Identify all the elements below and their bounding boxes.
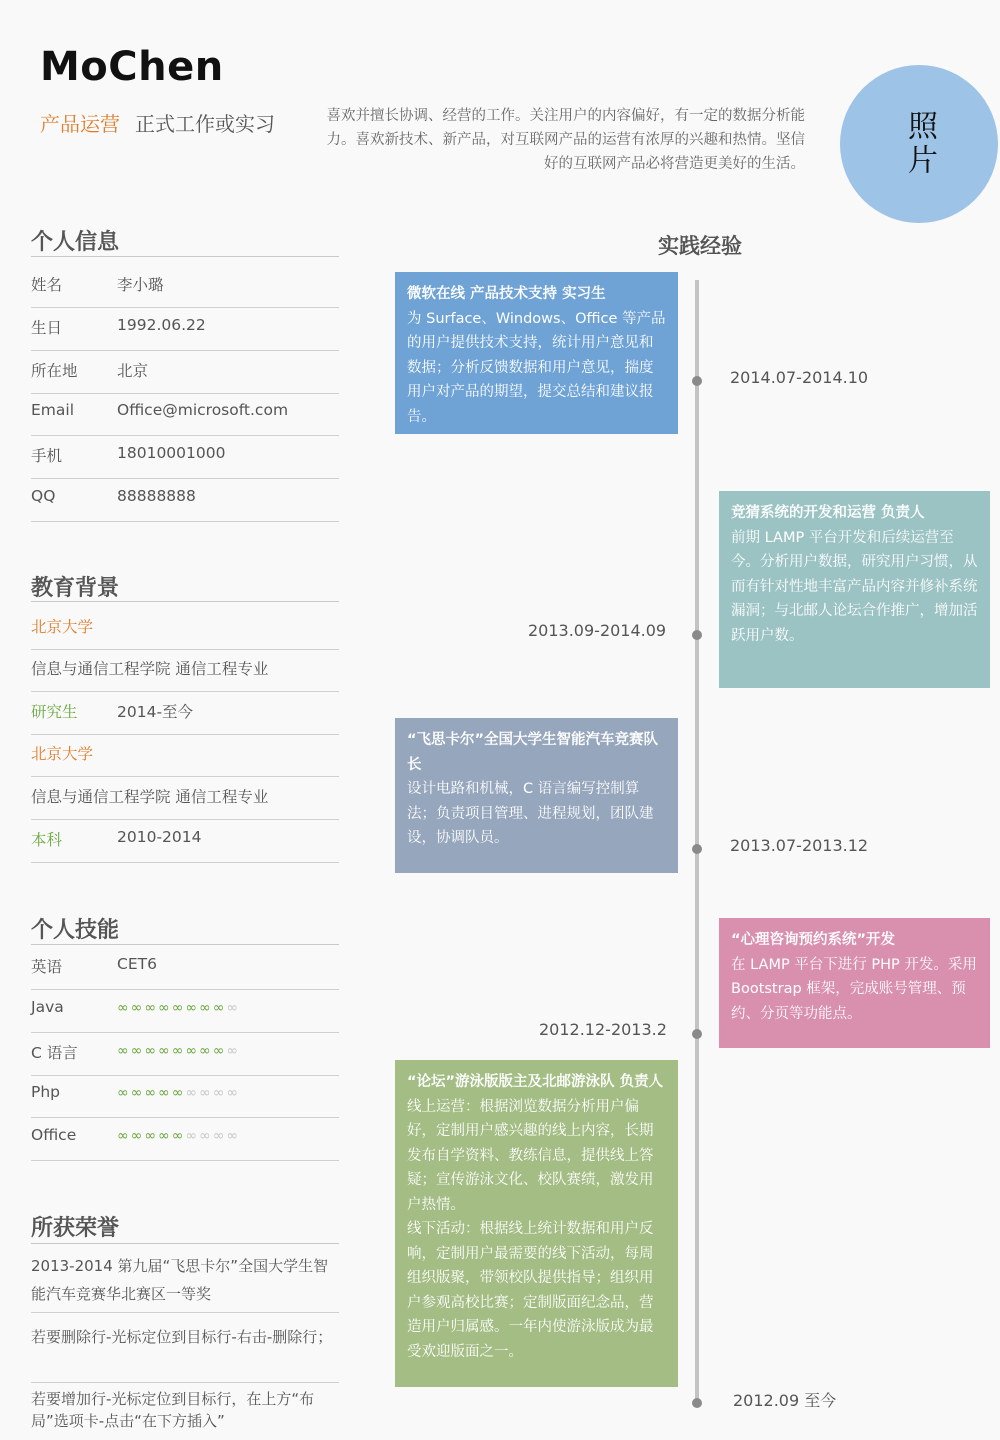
info-row — [31, 436, 339, 479]
experience-card — [719, 491, 990, 688]
rating-icon: ∞ — [212, 1043, 227, 1059]
info-value: 18010001000 — [117, 444, 226, 462]
honor-item: 2013-2014 第九届“飞思卡尔”全国大学生智能汽车竞赛华北赛区一等奖 — [31, 1257, 329, 1303]
experience-title: “飞思卡尔”全国大学生智能汽车竞赛队长 — [407, 732, 659, 773]
experience-title: “心理咨询预约系统”开发 — [731, 932, 896, 948]
rating-icon: ∞ — [171, 1000, 186, 1016]
rating-icon: ∞ — [158, 1043, 172, 1059]
skill-row — [31, 1033, 339, 1076]
info-row — [31, 393, 339, 436]
rating-icon: ∞ — [117, 1085, 131, 1101]
rating-icon: ∞ — [226, 1043, 241, 1059]
honor-divider — [31, 1312, 339, 1313]
info-row — [31, 265, 339, 308]
experience-desc: 在 LAMP 平台下进行 PHP 开发。采用 Bootstrap 框架，完成账号管理、预约、分页等功能点。 — [731, 956, 977, 1022]
education-title: 教育背景 — [31, 576, 120, 601]
section-divider — [31, 1243, 339, 1244]
info-row — [31, 351, 339, 394]
section-divider — [31, 944, 339, 945]
rating-icon: ∞ — [158, 1085, 172, 1101]
experience-card — [395, 1060, 678, 1387]
skill-rating — [117, 1085, 240, 1101]
education-row — [31, 649, 339, 692]
honors-title: 所获荣誉 — [31, 1216, 120, 1241]
info-label: 姓名 — [31, 276, 63, 294]
education-row — [31, 777, 339, 820]
rating-icon: ∞ — [144, 1085, 159, 1101]
section-divider — [31, 256, 339, 257]
rating-icon: ∞ — [130, 1085, 145, 1101]
rating-icon: ∞ — [199, 1085, 213, 1101]
experience-desc: 前期 LAMP 平台开发和后续运营至今。分析用户数据，研究用户习惯，从而有针对性地丰富产品内容并修补系统漏洞；与北邮人论坛合作推广，增加活跃用户数。 — [731, 529, 978, 644]
experience-date: 2013.09-2014.09 — [528, 621, 667, 640]
rating-icon: ∞ — [212, 1000, 227, 1016]
rating-icon: ∞ — [130, 1128, 145, 1144]
education-value: 2010-2014 — [117, 828, 202, 846]
rating-icon: ∞ — [144, 1128, 159, 1144]
job-type: 正式工作或实习 — [135, 112, 275, 136]
timeline-dot — [692, 1029, 702, 1039]
skill-name: Java — [31, 998, 64, 1016]
education-label: 北京大学 — [31, 745, 94, 763]
honor-item: 若要增加行-光标定位到目标行，在上方“布局”选项卡-点击“在下方插入” — [31, 1390, 315, 1430]
timeline-dot — [692, 1398, 702, 1408]
education-label: 信息与通信工程学院 通信工程专业 — [31, 660, 269, 678]
skill-name: C 语言 — [31, 1044, 78, 1062]
experience-card — [719, 918, 990, 1048]
experience-date: 2013.07-2013.12 — [730, 836, 869, 855]
education-label: 研究生 — [31, 703, 78, 721]
experience-date: 2012.09 至今 — [733, 1391, 837, 1410]
photo-placeholder: 照片 — [840, 65, 998, 223]
info-row — [31, 479, 339, 522]
timeline-dot — [692, 376, 702, 386]
candidate-name: MoChen — [40, 44, 224, 90]
education-label: 北京大学 — [31, 618, 94, 636]
education-row — [31, 734, 339, 777]
experience-desc: 线上运营：根据浏览数据分析用户偏好，定制用户感兴趣的线上内容，长期发布自学资料、教练信息，提供线上答疑；宣传游泳文化、校队赛绩，激发用户热情。 — [407, 1098, 654, 1213]
skill-value: CET6 — [117, 955, 157, 973]
info-label: QQ — [31, 487, 56, 505]
rating-icon: ∞ — [171, 1043, 186, 1059]
info-label: 所在地 — [31, 362, 78, 380]
info-value: 88888888 — [117, 487, 196, 505]
honor-item: 若要删除行-光标定位到目标行-右击-删除行； — [31, 1328, 333, 1346]
timeline-dot — [692, 630, 702, 640]
education-label: 信息与通信工程学院 通信工程专业 — [31, 788, 269, 806]
info-label: Email — [31, 401, 75, 419]
timeline-dot — [692, 844, 702, 854]
section-divider — [31, 601, 339, 602]
skill-name: Php — [31, 1083, 61, 1101]
experience-card — [395, 718, 678, 873]
info-value: 李小璐 — [117, 276, 164, 294]
experience-date: 2012.12-2013.2 — [539, 1020, 667, 1039]
skill-rating — [117, 1043, 240, 1059]
rating-icon: ∞ — [185, 1043, 200, 1059]
education-value: 2014-至今 — [117, 703, 194, 721]
experience-desc: 设计电路和机械，C 语言编写控制算法；负责项目管理、进程规划，团队建设，协调队员。 — [407, 781, 654, 846]
skill-row — [31, 990, 339, 1033]
rating-icon: ∞ — [199, 1128, 213, 1144]
rating-icon: ∞ — [144, 1043, 159, 1059]
skills-title: 个人技能 — [31, 918, 120, 943]
info-row — [31, 308, 339, 351]
skill-row — [31, 1118, 339, 1161]
education-label: 本科 — [31, 831, 63, 849]
rating-icon: ∞ — [226, 1128, 241, 1144]
rating-icon: ∞ — [130, 1043, 145, 1059]
experience-card — [395, 272, 678, 434]
info-value: 北京 — [117, 362, 149, 380]
timeline-line — [695, 280, 699, 1400]
info-value: 1992.06.22 — [117, 316, 206, 334]
skill-row — [31, 1075, 339, 1118]
rating-icon: ∞ — [171, 1128, 186, 1144]
rating-icon: ∞ — [158, 1128, 172, 1144]
rating-icon: ∞ — [199, 1000, 213, 1016]
experience-desc: 线下活动：根据线上统计数据和用户反响，定制用户最需要的线下活动，每周组织版聚，带领校队提供指导；组织用户参观高校比赛；定制版面纪念品，营造用户归属感。一年内使游泳版成为最受欢迎版面之一。 — [407, 1221, 654, 1360]
rating-icon: ∞ — [158, 1000, 172, 1016]
experience-title: 微软在线 产品技术支持 实习生 — [407, 286, 606, 302]
rating-icon: ∞ — [185, 1000, 200, 1016]
rating-icon: ∞ — [212, 1128, 227, 1144]
rating-icon: ∞ — [185, 1085, 200, 1101]
rating-icon: ∞ — [117, 1043, 131, 1059]
rating-icon: ∞ — [185, 1128, 200, 1144]
personal-info-title: 个人信息 — [31, 230, 120, 255]
rating-icon: ∞ — [171, 1085, 186, 1101]
rating-icon: ∞ — [130, 1000, 145, 1016]
self-summary: 喜欢并擅长协调、经营的工作。关注用户的内容偏好，有一定的数据分析能力。喜欢新技术、新产品，对互联网产品的运营有浓厚的兴趣和热情。坚信好的互联网产品必将营造更美好的生活。 — [326, 108, 805, 172]
skill-row — [31, 947, 339, 990]
education-row — [31, 820, 339, 863]
rating-icon: ∞ — [212, 1085, 227, 1101]
experience-date: 2014.07-2014.10 — [730, 368, 869, 387]
job-role: 产品运营 — [40, 112, 120, 136]
skill-name: Office — [31, 1126, 77, 1144]
honor-divider — [31, 1382, 339, 1383]
info-label: 生日 — [31, 319, 63, 337]
skill-name: 英语 — [31, 958, 63, 976]
education-row — [31, 607, 339, 650]
education-row — [31, 692, 339, 735]
experience-desc: 为 Surface、Windows、Office 等产品的用户提供技术支持，统计用户意见和数据；分析反馈数据和用户意见，揣度用户对产品的期望，提交总结和建议报告。 — [407, 310, 666, 425]
info-label: 手机 — [31, 447, 63, 465]
rating-icon: ∞ — [117, 1128, 131, 1144]
experience-title: 竞猜系统的开发和运营 负责人 — [731, 505, 925, 521]
experience-title: 实践经验 — [658, 234, 742, 258]
rating-icon: ∞ — [226, 1085, 241, 1101]
skill-rating — [117, 1128, 240, 1144]
rating-icon: ∞ — [144, 1000, 159, 1016]
rating-icon: ∞ — [117, 1000, 131, 1016]
rating-icon: ∞ — [226, 1000, 241, 1016]
rating-icon: ∞ — [199, 1043, 213, 1059]
info-value: Office@microsoft.com — [117, 401, 289, 419]
skill-rating — [117, 1000, 240, 1016]
experience-title: “论坛”游泳版版主及北邮游泳队 负责人 — [407, 1074, 664, 1090]
